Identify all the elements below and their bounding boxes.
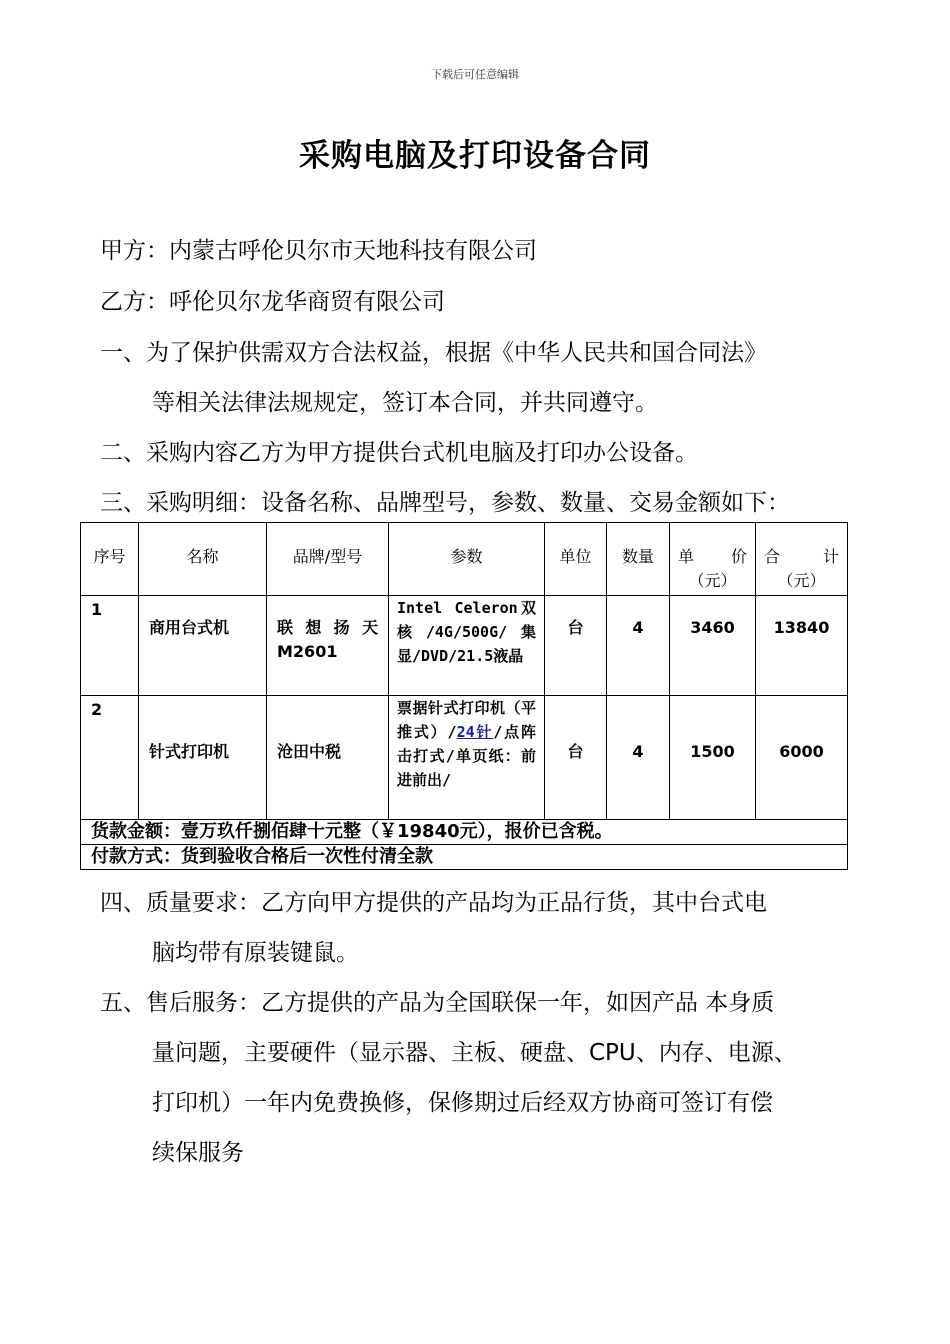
clause-1-line-1: 一、为了保护供需双方合法权益，根据《中华人民共和国合同法》 [100, 340, 767, 366]
row-qty: 4 [607, 696, 670, 820]
header-total [756, 523, 848, 596]
contract-title: 采购电脑及打印设备合同 [299, 138, 651, 174]
row-price: 1500 [670, 696, 756, 820]
party-a: 甲方：内蒙古呼伦贝尔市天地科技有限公司 [100, 238, 537, 264]
row-params-text: 票据针式打印机（平推式）/ [397, 699, 536, 741]
payment-text: 付款方式：货到验收合格后一次性付清全款 [81, 845, 848, 870]
row-name: 商用台式机 [139, 596, 267, 696]
amount-text: 货款金额：壹万玖仟捌佰肆十元整（￥19840元），报价已含税。 [81, 820, 848, 845]
header-price-a: 单 [678, 547, 695, 566]
row-params [389, 696, 545, 820]
header-unit: 单位 [545, 523, 607, 596]
row-total: 6000 [756, 696, 848, 820]
header-total-b: 计 [822, 547, 839, 566]
header-total-unit: （元） [777, 571, 826, 590]
header-price [670, 523, 756, 596]
table-row [81, 596, 848, 696]
clause-5-line-4: 续保服务 [152, 1140, 244, 1166]
clause-5-line-1: 五、售后服务：乙方提供的产品为全国联保一年，如因产品 本身质 [100, 990, 775, 1016]
header-price-unit: （元） [688, 571, 737, 590]
header-total-a: 合 [764, 547, 781, 566]
row-seq: 1 [81, 596, 139, 696]
row-unit: 台 [545, 596, 607, 696]
row-brand: 联想扬天M2601 [267, 596, 389, 696]
header-qty: 数量 [607, 523, 670, 596]
header-price-b: 价 [730, 547, 747, 566]
clause-1-line-2: 等相关法律法规规定，签订本合同，并共同遵守。 [152, 390, 658, 416]
clause-5-line-2: 量问题，主要硬件（显示器、主板、硬盘、CPU、内存、电源、 [152, 1040, 797, 1066]
clause-3: 三、采购明细：设备名称、品牌型号，参数、数量、交易金额如下： [100, 490, 790, 516]
row-unit: 台 [545, 696, 607, 820]
table-header-row [81, 523, 848, 596]
header-params: 参数 [389, 523, 545, 596]
header-seq: 序号 [81, 523, 139, 596]
clause-4-line-2: 脑均带有原装键鼠。 [152, 940, 359, 966]
header-brand: 品牌/型号 [267, 523, 389, 596]
payment-row [81, 845, 848, 870]
row-qty: 4 [607, 596, 670, 696]
table-row [81, 696, 848, 820]
params-link[interactable]: 24针 [456, 723, 494, 741]
clause-5-line-3: 打印机）一年内免费换修，保修期过后经双方协商可签订有偿 [152, 1090, 773, 1116]
party-b: 乙方：呼伦贝尔龙华商贸有限公司 [100, 289, 445, 315]
header-name: 名称 [139, 523, 267, 596]
row-seq: 2 [81, 696, 139, 820]
row-brand: 沧田中税 [267, 696, 389, 820]
header-note: 下载后可任意编辑 [431, 68, 519, 81]
row-name: 针式打印机 [139, 696, 267, 820]
clause-4-line-1: 四、质量要求：乙方向甲方提供的产品均为正品行货，其中台式电 [100, 890, 767, 916]
row-params-text-2: /点阵击打式/单页纸：前进前出/ [397, 723, 537, 789]
row-price: 3460 [670, 596, 756, 696]
amount-row [81, 820, 848, 845]
row-params: Intel Celeron双核/4G/500G/集显/DVD/21.5液晶 [389, 596, 545, 696]
purchase-table [80, 522, 848, 870]
row-total: 13840 [756, 596, 848, 696]
clause-2: 二、采购内容乙方为甲方提供台式机电脑及打印办公设备。 [100, 440, 698, 466]
